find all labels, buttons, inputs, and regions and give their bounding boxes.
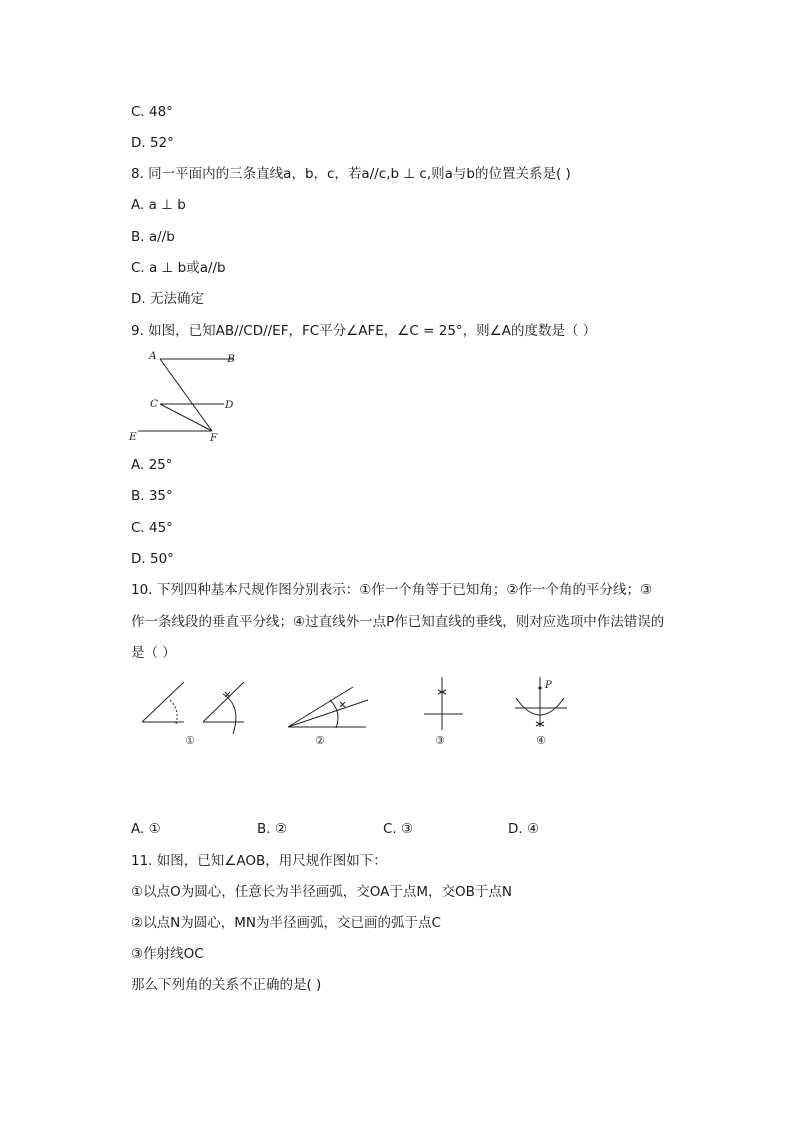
q10-option-a: A. ① (131, 821, 161, 837)
q10-figures (130, 672, 580, 752)
q8-option-d: D. 无法确定 (131, 291, 204, 307)
q10-figure-2 (288, 687, 368, 728)
q11-step1: ①以点O为圆心，任意长为半径画弧，交OA于点M，交OB于点N (131, 884, 512, 900)
q9-stem: 9. 如图，已知AB//CD//EF，FC平分∠AFE，∠C = 25°，则∠A的度数是（ ） (131, 323, 597, 339)
q10-figure-4 (515, 677, 567, 727)
q9-label-b: B (227, 353, 235, 365)
q8-option-c: C. a ⊥ b或a//b (131, 260, 226, 276)
q9-label-f: F (210, 432, 218, 444)
q10-figure-label-1: ① (185, 734, 195, 747)
q10-figure-label-2: ② (315, 734, 325, 747)
q10-stem-line2: 作一条线段的垂直平分线；④过直线外一点P作已知直线的垂线，则对应选项中作法错误的 (131, 614, 665, 630)
q11-stem: 11. 如图，已知∠AOB，用尺规作图如下： (131, 853, 387, 869)
q9-label-d: D (225, 399, 234, 411)
q9-segment-cf (160, 404, 212, 431)
q10-figure-label-4: ④ (536, 734, 546, 747)
q11-step3: ③作射线OC (131, 946, 204, 962)
q10-label-p: P (545, 680, 552, 691)
q11-question: 那么下列角的关系不正确的是( ) (131, 977, 322, 993)
q9-label-a: A (149, 350, 157, 362)
q11-step2: ②以点N为圆心，MN为半径画弧，交已画的弧于点C (131, 915, 441, 931)
q10-stem-line1: 10. 下列四种基本尺规作图分别表示：①作一个角等于已知角；②作一个角的平分线；③ (131, 582, 653, 598)
q10-figure-label-3: ③ (435, 734, 445, 747)
q9-segment-af (160, 359, 212, 431)
q7-option-c: C. 48° (131, 104, 173, 120)
q10-stem-line3: 是（ ） (131, 645, 176, 661)
q10-point-p (538, 686, 541, 689)
q9-figure (124, 346, 234, 446)
q10-figure-1 (142, 682, 244, 734)
q9-option-c: C. 45° (131, 520, 173, 536)
q10-figure-3 (424, 677, 463, 730)
q9-label-e: E (129, 431, 137, 443)
q7-option-d: D. 52° (131, 135, 174, 151)
q9-label-c: C (150, 398, 159, 410)
q8-option-a: A. a ⊥ b (131, 197, 186, 213)
q8-stem: 8. 同一平面内的三条直线a，b，c，若a//c,b ⊥ c,则a与b的位置关系是( ) (131, 166, 571, 182)
q10-option-d: D. ④ (508, 821, 540, 837)
q9-option-a: A. 25° (131, 457, 173, 473)
q10-option-c: C. ③ (383, 821, 414, 837)
q10-option-b: B. ② (257, 821, 287, 837)
q8-option-b: B. a//b (131, 229, 175, 245)
q9-option-b: B. 35° (131, 488, 173, 504)
q9-option-d: D. 50° (131, 551, 174, 567)
